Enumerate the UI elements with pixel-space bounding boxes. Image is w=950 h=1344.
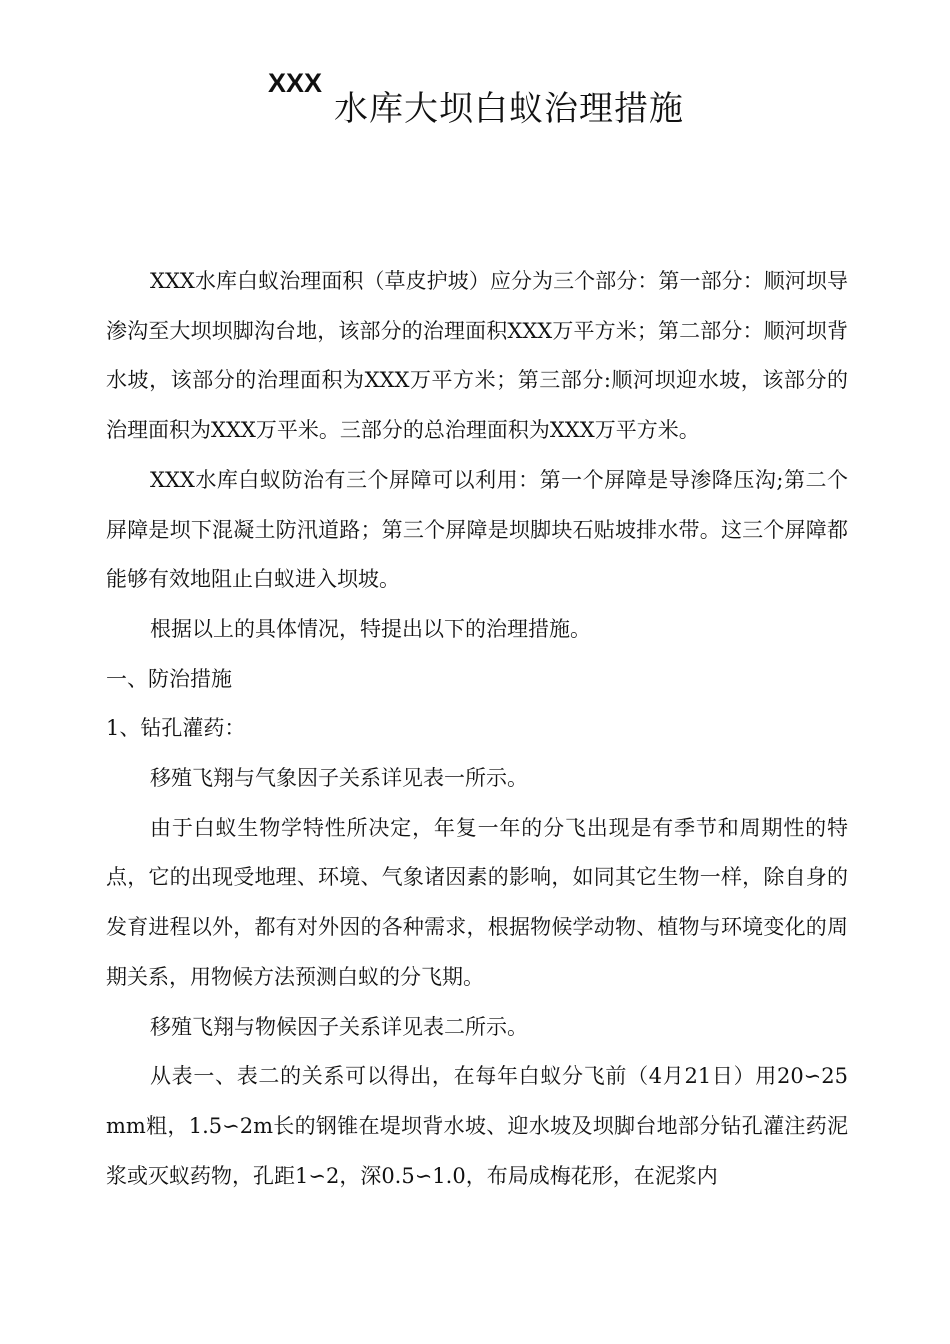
paragraph-drilling-method: 从表一、表二的关系可以得出，在每年白蚁分飞前（4月21日）用20∽25mm粗，1.5∽2m长的钢锥在堤坝背水坡、迎水坡及坝脚台地部分钻孔灌注药泥浆或灭蚁药物，孔距1∽2，深0.5∽1.0，布局成梅花形，在泥浆内 [106, 1064, 848, 1188]
paragraph-intro-measures: 根据以上的具体情况，特提出以下的治理措施。 [150, 616, 591, 641]
paragraph-table-two-ref: 移殖飞翔与物候因子关系详见表二所示。 [150, 1014, 528, 1039]
paragraph-table-one-ref: 移殖飞翔与气象因子关系详见表一所示。 [150, 766, 528, 791]
title-main: 水库大坝白蚁治理措施 [334, 89, 684, 129]
document-title [0, 70, 950, 140]
title-prefix: XXX [268, 68, 323, 98]
subsection-heading-drilling: 1、钻孔灌药： [106, 716, 246, 741]
paragraph-treatment-area: XXX水库白蚁治理面积（草皮护坡）应分为三个部分：第一部分：顺河坝导渗沟至大坝坝脚沟台地，该部分的治理面积XXX万平方米；第二部分：顺河坝背水坡，该部分的治理面积为XXX万平方米；第三部分:顺河坝迎水坡，该部分的治理面积为XXX万平米。三部分的总治理面积为XXX万平方米。 [106, 269, 848, 443]
section-heading-prevention: 一、防治措施 [106, 666, 232, 691]
document-body [106, 257, 848, 1201]
paragraph-biology: 由于白蚁生物学特性所决定，年复一年的分飞出现是有季节和周期性的特点，它的出现受地理、环境、气象诸因素的影响，如同其它生物一样，除自身的发育进程以外，都有对外因的各种需求，根据物候学动物、植物与环境变化的周期关系，用物候方法预测白蚁的分飞期。 [106, 815, 848, 989]
paragraph-barriers: XXX水库白蚁防治有三个屏障可以利用：第一个屏障是导渗降压沟;第二个屏障是坝下混凝土防汛道路；第三个屏障是坝脚块石贴坡排水带。这三个屏障都能够有效地阻止白蚁进入坝坡。 [106, 467, 848, 592]
